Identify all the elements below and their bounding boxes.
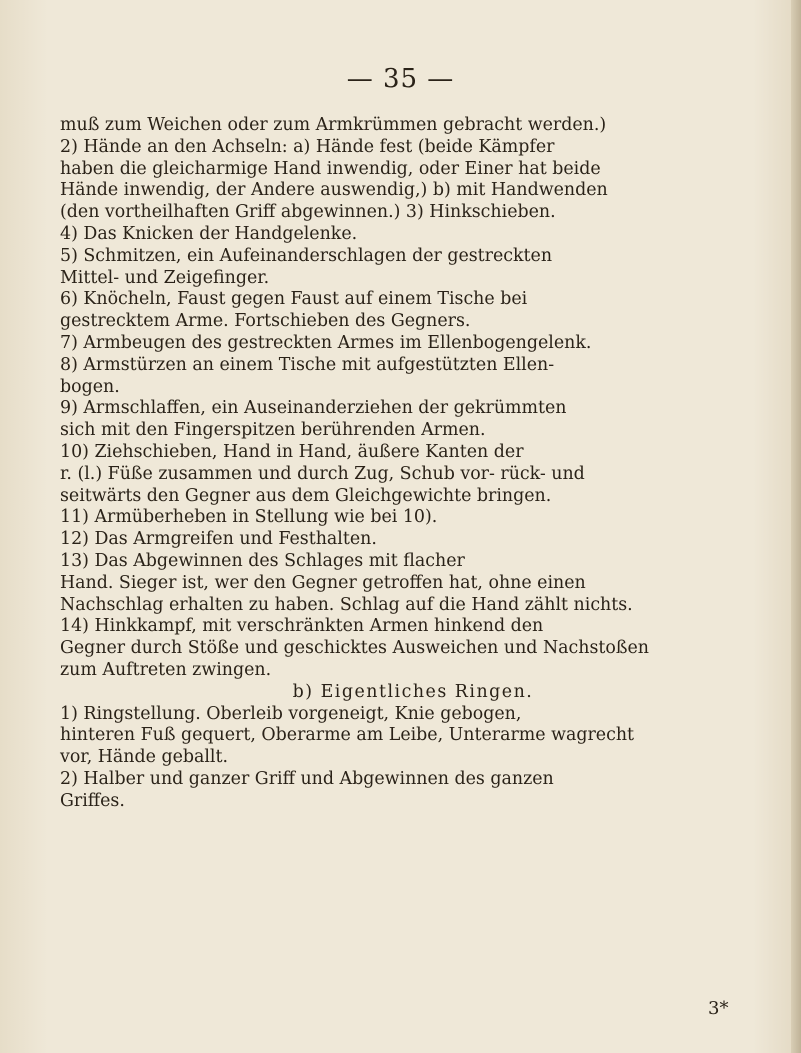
text-line: Mittel- und Zeigefinger. (60, 267, 270, 288)
text-line: 2) Halber und ganzer Griff und Abgewinnen des ganzen (60, 768, 554, 789)
text-line: 10) Ziehschieben, Hand in Hand, äußere Kanten der (60, 441, 524, 462)
text-line: sich mit den Fingerspitzen berührenden Armen. (60, 420, 486, 441)
text-line: 5) Schmitzen, ein Aufeinanderschlagen der gestreckten (60, 245, 553, 266)
text-line: Gegner durch Stöße und geschicktes Ausweichen und Nachstoßen (60, 638, 649, 659)
text-line: 6) Knöcheln, Faust gegen Faust auf einem Tische bei (60, 289, 528, 310)
page-number: — 35 — (346, 64, 455, 94)
signature-mark: 3* (708, 998, 729, 1019)
text-line: 9) Armschlaffen, ein Auseinanderziehen der gekrümmten (60, 398, 567, 419)
text-line: 14) Hinkkampf, mit verschränkten Armen hinkend den (60, 616, 544, 637)
text-line: Griffes. (60, 790, 125, 811)
text-line: gestrecktem Arme. Fortschieben des Gegners. (60, 311, 471, 332)
section-heading: b) Eigentliches Ringen. (292, 681, 534, 702)
text-line: muß zum Weichen oder zum Armkrümmen gebracht werden.) (60, 115, 607, 135)
text-line: 1) Ringstellung. Oberleib vorgeneigt, Knie gebogen, (60, 703, 522, 724)
text-line: seitwärts den Gegner aus dem Gleichgewichte bringen. (60, 485, 552, 506)
text-line: 2) Hände an den Achseln: a) Hände fest (beide Kämpfer (60, 136, 555, 157)
text-line: 8) Armstürzen an einem Tische mit aufgestützten Ellen- (60, 354, 555, 375)
text-line: 13) Das Abgewinnen des Schlages mit flacher (60, 550, 465, 571)
text-line: Nachschlag erhalten zu haben. Schlag auf die Hand zählt nichts. (60, 594, 633, 615)
text-line: haben die gleicharmige Hand inwendig, oder Einer hat beide (60, 158, 601, 179)
page-edge (791, 0, 801, 1053)
text-line: 4) Das Knicken der Handgelenke. (60, 223, 358, 244)
text-line: r. (l.) Füße zusammen und durch Zug, Schub vor- rück- und (60, 463, 585, 484)
text-line: 11) Armüberheben in Stellung wie bei 10). (60, 507, 438, 528)
text-line: 7) Armbeugen des gestreckten Armes im Ellenbogengelenk. (60, 332, 592, 353)
text-line: Hand. Sieger ist, wer den Gegner getroffen hat, ohne einen (60, 572, 586, 593)
text-line: hinteren Fuß gequert, Oberarme am Leibe, Unterarme wagrecht (60, 725, 635, 746)
text-line: zum Auftreten zwingen. (60, 659, 272, 680)
text-line: bogen. (60, 376, 120, 397)
text-line: Hände inwendig, der Andere auswendig,) b) mit Handwenden (60, 180, 608, 201)
text-line: vor, Hände geballt. (60, 747, 229, 768)
text-line: 12) Das Armgreifen und Festhalten. (60, 529, 377, 550)
text-line: (den vortheilhaften Griff abgewinnen.) 3) Hinkschieben. (60, 202, 556, 223)
page-body (60, 115, 766, 813)
